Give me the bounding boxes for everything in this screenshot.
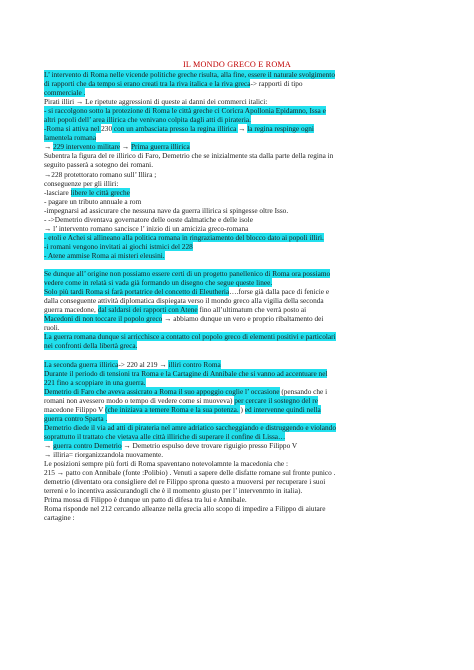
text-line	[44, 504, 436, 513]
highlighted-text: ed intervenne quindi nella	[244, 404, 321, 414]
highlighted-text: 221 fino a scoppiare in una guerra.	[44, 377, 146, 387]
text-line	[44, 305, 436, 314]
text-line	[44, 251, 436, 260]
highlighted-text: Solo più tardi Roma si farà portatrice del concetto di Eleutheria	[44, 287, 230, 297]
text-line	[44, 450, 436, 459]
text-line	[44, 432, 436, 441]
text-line	[44, 233, 436, 242]
highlighted-text: con un ambasciata presso la regina illirica	[112, 124, 239, 134]
text-line	[44, 188, 436, 197]
body-text: →	[238, 124, 248, 134]
text-line	[44, 296, 436, 305]
highlighted-text: (che iniziava a temere Roma e la sua potenza.	[105, 404, 241, 414]
body-text: terreni e lo incentiva assicurandogli che è il momento giusto per l’ intervenmto in italia).	[44, 486, 303, 496]
highlighted-text: L’ intervento di Roma nelle vicende politiche greche risulta, alla fine, essere il naturale svolgimento	[44, 70, 335, 79]
text-line	[44, 179, 436, 188]
body-text: → illiria= riorganizzandola nuovamente.	[44, 449, 164, 459]
text-line	[44, 513, 436, 522]
text-line	[44, 160, 436, 169]
body-text: - ->Demetrio diventava governatore delle ooste dalmatiche e delle isole	[44, 214, 253, 224]
text-line	[44, 170, 436, 179]
text-line	[44, 369, 436, 378]
text-line	[44, 278, 436, 287]
highlighted-text: Demetrio di Faro che aveva assicrato a Roma il suo appoggio coglie l’ occasione	[44, 386, 280, 396]
text-line	[44, 459, 436, 468]
document-body	[44, 70, 436, 522]
text-line	[44, 332, 436, 341]
text-line	[44, 242, 436, 251]
highlighted-text: commerciale .	[44, 88, 86, 98]
text-line	[44, 360, 436, 369]
highlighted-text: guerra contro Sparta .	[44, 413, 108, 423]
highlighted-text: La guerra romana dunque si arricchisce a contatto col popolo greco di elementi positivi e particolari	[44, 332, 336, 342]
body-text: macedone Filippo V	[44, 404, 106, 414]
body-text: →	[120, 142, 131, 152]
body-text: cartagine :	[44, 513, 75, 523]
text-line	[44, 323, 436, 332]
text-line	[44, 405, 436, 414]
highlighted-text: Durante il periodo di tensioni tra Roma e la Cartagine di Annibale che si vanno ad accentuare nel	[44, 368, 328, 378]
highlighted-text: libere le città greche	[70, 187, 130, 197]
highlighted-text: La seconda guerra illirica	[44, 359, 119, 369]
body-text: Subentra la figura del re illirico di Faro, Demetrio che se inizialmente sta dalla parte della regina in	[44, 151, 334, 161]
text-line	[44, 341, 436, 350]
body-text: 230	[101, 124, 113, 134]
body-text: - pagare un tributo annuale a rom	[44, 196, 142, 206]
body-text: → l’ intervento romano sancisce l’ inizio di un amicizia greco-romana	[44, 223, 249, 233]
highlighted-text: per cercare il sostegno del re	[234, 395, 318, 405]
text-line	[44, 314, 436, 323]
body-text: -lasciare	[44, 187, 71, 197]
text-line	[44, 495, 436, 504]
body-text: demetrio (diventato ora consigliere del re Filippo sprona questo a muoversi per recuperare i suoi	[44, 477, 326, 487]
highlighted-text: di rapporti che da tempo si erano creati tra la riva italica e la riva greca	[44, 79, 251, 89]
text-line	[44, 88, 436, 97]
text-line	[44, 486, 436, 495]
text-line	[44, 387, 436, 396]
body-text: fino all’ultimatum che verrà posto ai	[197, 305, 307, 315]
highlighted-text: illiri contro Roma	[168, 359, 221, 369]
body-text: →	[44, 142, 54, 152]
body-text: Roma risponde nel 212 cercando alleanze nella grecia allo scopo di impedire a Filippo di aiutare	[44, 504, 326, 514]
body-text: → abbiamo dunque un vero e proprio ribaltamento dei	[162, 314, 324, 324]
text-line	[44, 441, 436, 450]
body-text: conseguenze per gli illiri:	[44, 178, 119, 188]
body-text: →228 protettorato romano sull’ Illira ;	[44, 169, 157, 179]
text-line	[44, 70, 436, 79]
text-line	[44, 197, 436, 206]
text-line	[44, 269, 436, 278]
body-text: (pensando che i	[279, 386, 328, 396]
highlighted-text: altri popoli dell’ area illirica che venivano colpita dagli atti di pirateria.	[44, 115, 251, 125]
highlighted-text: nei confronti della libertà greca.	[44, 341, 138, 351]
text-line	[44, 287, 436, 296]
text-line	[44, 124, 436, 133]
text-line	[44, 468, 436, 477]
highlighted-text: Macedoni di non toccare il popolo greco	[44, 314, 163, 324]
highlighted-text: - si raccolgono sotto la protezione di Roma le città greche ci Corìcra Apollonia Epidamno, Issa e	[44, 106, 326, 116]
highlighted-text: Prima guerra illirica	[130, 142, 190, 152]
highlighted-text: soprattutto il trattato che vietava alle città illiriche di superare il confine di Lissa…	[44, 431, 286, 441]
body-text: -impegnarsi ad assicurare che nessuna nave da guerra illirica si spingesse oltre Isso.	[44, 205, 289, 215]
text-line	[44, 378, 436, 387]
paragraph-gap	[44, 350, 436, 359]
highlighted-text: vedere come in relatà si vada già formando un disegno che segue queste linee.	[44, 278, 273, 288]
document-title: IL MONDO GRECO E ROMA	[182, 60, 292, 69]
text-line	[44, 206, 436, 215]
text-line	[44, 215, 436, 224]
highlighted-text: -Roma si attiva nel	[44, 124, 102, 134]
highlighted-text: lamentela romana	[44, 133, 97, 143]
body-text: 215 → patto con Annibale (fonte :Polibio) . Venuti a sapere delle disfatte romane sul fronte punico .	[44, 468, 336, 478]
highlighted-text: 229 intervento militare	[53, 142, 120, 152]
body-text: ….forse già dalla pace di fenicie e	[229, 287, 330, 297]
highlighted-text: Demetrio diede il via ad atti di pirateria nel amre adriatico saccheggiando e distruggendo e violando	[44, 422, 336, 432]
highlighted-text: - etoli e Achei si allineano alla politica romana in ringraziamento del blocco dato ai popoli illiri.	[44, 232, 324, 242]
text-line	[44, 79, 436, 88]
highlighted-text: la regina respinge ogni	[247, 124, 314, 134]
body-text: guerra macedone,	[44, 305, 98, 315]
body-text: dalla conseguente attività diplomatica dispiegata verso il mondo greco alla vigilia della seconda	[44, 296, 324, 306]
text-line	[44, 224, 436, 233]
text-line	[44, 151, 436, 160]
highlighted-text: dal saldarsi dei rapporti con Atene	[97, 305, 198, 315]
body-text: romani non avessero modo o tempo di vedere come si muoveva)	[44, 395, 235, 405]
text-line	[44, 97, 436, 106]
highlighted-text: -i romani vengono invitati ai giochi istmici del 228	[44, 241, 193, 251]
text-line	[44, 396, 436, 405]
highlighted-text: - Atene ammise Roma ai misteri eleusini.	[44, 250, 165, 260]
body-text: Le posizioni sempre più forti di Roma spaventano notevolamnte la macedonia che :	[44, 459, 288, 469]
body-text: ruoli.	[44, 323, 60, 333]
body-text: -> rapporti di tipo	[250, 79, 303, 89]
body-text: Prima mossa di Filippo è dunque un patto di difesa tra lui e Annibale.	[44, 495, 247, 505]
text-line	[44, 115, 436, 124]
body-text: →	[44, 440, 54, 450]
highlighted-text: Se dunque all’ origine non possiamo essere certi di un progetto panellenico di Roma ora possiamo	[44, 269, 331, 279]
text-line	[44, 477, 436, 486]
body-text: seguito passerà a sotegno dei romani.	[44, 160, 154, 170]
body-text: -> 220 al 219 →	[118, 359, 169, 369]
text-line	[44, 414, 436, 423]
body-text: → Demetrio espulso deve trovare riguigio presso Filippo V	[121, 440, 298, 450]
text-line	[44, 423, 436, 432]
body-text: )	[240, 404, 245, 414]
text-line	[44, 142, 436, 151]
paragraph-gap	[44, 260, 436, 269]
text-line	[44, 133, 436, 142]
text-line	[44, 106, 436, 115]
body-text: Pirati illiri → Le ripetute aggressioni di queste ai danni dei commerci italici:	[44, 97, 268, 107]
highlighted-text: guerra contro Demetrio	[53, 440, 122, 450]
